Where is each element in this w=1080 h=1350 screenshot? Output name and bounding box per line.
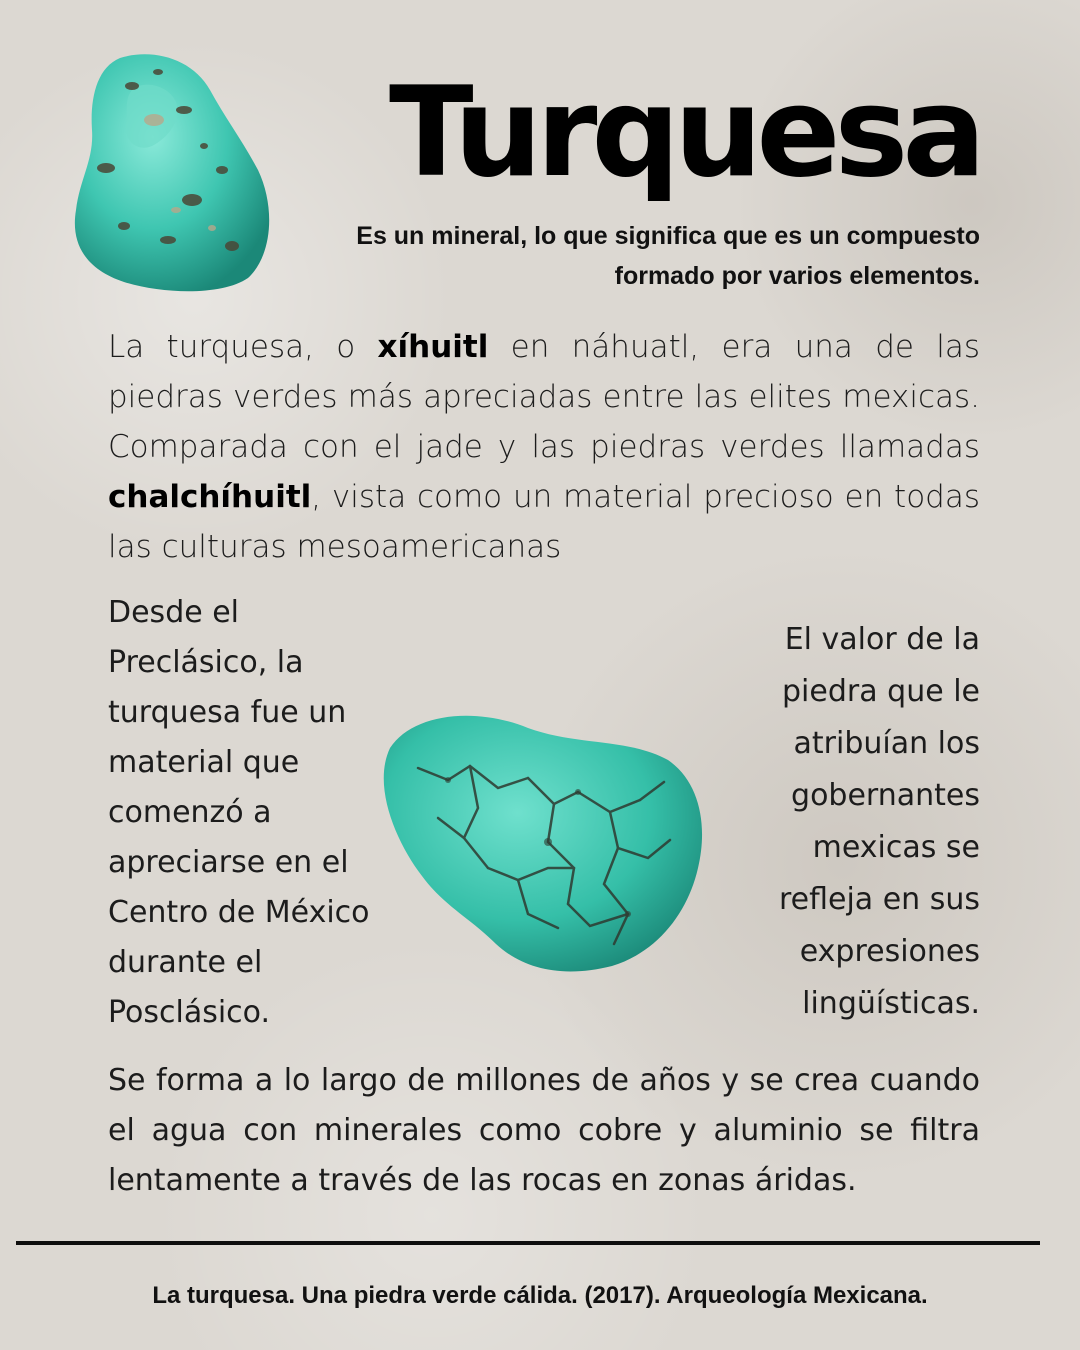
intro-text-3: , vista como un material precioso en todas las culturas mesoamericanas — [108, 479, 980, 565]
formation-paragraph: Se forma a lo largo de millones de años y se crea cuando el agua con minerales como cobre y aluminio se filtra lentamente a través de las rocas en zonas áridas. — [108, 1063, 980, 1198]
intro-text-1: La turquesa, o — [108, 329, 378, 365]
intro-paragraph — [108, 322, 980, 572]
left-column-text: Desde el Preclásico, la turquesa fue un material que comenzó a apreciarse en el Centro de México durante el Posclásico. — [108, 595, 370, 1030]
divider-line — [16, 1241, 1040, 1245]
subtitle: Es un mineral, lo que significa que es un compuesto formado por varios elementos. — [356, 222, 980, 290]
right-column-text: El valor de la piedra que le atribuían los gobernantes mexicas se refleja en sus expresiones lingüísticas. — [778, 622, 980, 1021]
citation: La turquesa. Una piedra verde cálida. (2017). Arqueología Mexicana. — [152, 1282, 928, 1309]
term-xihuitl: xíhuitl — [377, 329, 489, 365]
intro-text-2: en náhuatl, era una de las piedras verdes más apreciadas entre las elites mexicas. Comparada con el jade y las piedras verdes llamadas — [108, 329, 980, 465]
term-chalchihuitl: chalchíhuitl — [108, 479, 312, 515]
turquoise-stone-center-image — [378, 708, 708, 974]
page-title: Turquesa — [388, 61, 980, 205]
turquoise-stone-top-image — [72, 50, 277, 295]
